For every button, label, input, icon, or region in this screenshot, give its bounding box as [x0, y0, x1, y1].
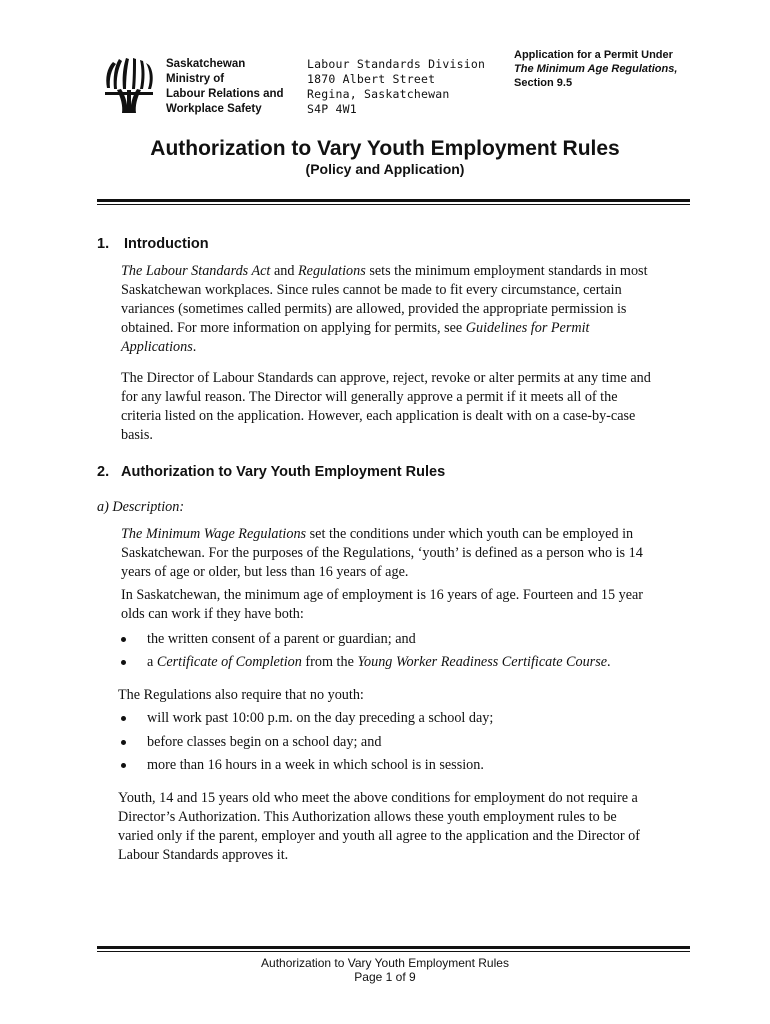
division-address	[307, 57, 485, 117]
regulations-title: The Minimum Wage Regulations	[121, 526, 307, 542]
list-item	[121, 733, 681, 752]
page-number: Page 1 of 9	[354, 970, 416, 984]
text-line: Labour Standards approves it.	[118, 847, 289, 863]
bullet-icon	[121, 716, 126, 721]
text-line: years of age or older, but less than 16 years of age.	[121, 564, 409, 580]
course-name: Young Worker Readiness Certificate Course	[357, 654, 608, 670]
ministry-name	[166, 57, 284, 117]
text-span: from the	[301, 654, 358, 670]
regulations-term: Regulations	[297, 263, 366, 279]
footer-title: Authorization to Vary Youth Employment Rules	[261, 956, 509, 970]
section-2-heading: Authorization to Vary Youth Employment Rules	[121, 464, 446, 480]
text-line: Director’s Authorization. This Authorization allows these youth employment rules to be	[118, 809, 617, 825]
text-line: varied only if the parent, employer and youth all agree to the application and the Director of	[118, 828, 640, 844]
text-line: Saskatchewan. For the purposes of the Regulations, ‘youth’ is defined as a person who is 14	[121, 545, 643, 561]
saskatchewan-wheat-logo	[103, 58, 155, 114]
bullet-icon	[121, 740, 126, 745]
address-line: Regina, Saskatchewan	[307, 87, 450, 101]
text-line: Youth, 14 and 15 years old who meet the above conditions for employment do not require a	[118, 790, 638, 806]
permit-section: Section 9.5	[514, 77, 573, 89]
permit-reference	[514, 48, 677, 90]
list-item	[121, 653, 681, 672]
guidelines-reference: Applications	[121, 339, 193, 355]
text-line: variances (sometimes called permits) are allowed, provided the appropriate permission is	[121, 301, 627, 317]
permit-regulation: The Minimum Age Regulations,	[514, 63, 678, 75]
page-title: Authorization to Vary Youth Employment Rules	[150, 137, 620, 160]
address-line: S4P 4W1	[307, 102, 357, 116]
bullet-text	[147, 653, 611, 672]
footer-divider-thin	[97, 951, 690, 952]
bullet-icon	[121, 763, 126, 768]
header-divider-thin	[97, 204, 690, 205]
section-1-paragraph-2	[121, 369, 651, 445]
section-2-paragraph-4	[118, 789, 640, 865]
address-line: 1870 Albert Street	[307, 72, 436, 86]
ministry-line: Labour Relations and	[166, 88, 284, 100]
text-line: In Saskatchewan, the minimum age of employment is 16 years of age. Fourteen and 15 year	[121, 587, 644, 603]
subsection-a-label: a) Description:	[97, 499, 185, 515]
bullet-icon	[121, 660, 126, 665]
section-1-paragraph-1	[121, 262, 648, 357]
text-span: obtained. For more information on applying for permits, see	[121, 320, 466, 336]
list-item	[121, 709, 681, 728]
text-line: olds can work if they have both:	[121, 606, 304, 622]
list-item	[121, 756, 681, 775]
text-line: Saskatchewan workplaces. Since rules cannot be made to fit every circumstance, certain	[121, 282, 622, 298]
section-1-heading: Introduction	[124, 236, 209, 252]
section-2-paragraph-1	[121, 525, 643, 582]
text-line: basis.	[121, 427, 153, 443]
permit-line: Application for a Permit Under	[514, 49, 673, 61]
section-2-paragraph-2	[121, 586, 643, 624]
bullet-text: will work past 10:00 p.m. on the day preceding a school day;	[147, 710, 494, 726]
text-line: for any lawful reason. The Director will generally approve a permit if it meets all of the	[121, 389, 618, 405]
text-span: set the conditions under which youth can be employed in	[306, 526, 634, 542]
section-2-number: 2.	[97, 464, 110, 480]
address-line: Labour Standards Division	[307, 57, 486, 71]
page-subtitle: (Policy and Application)	[305, 161, 465, 177]
act-title: The Labour Standards Act	[121, 263, 271, 279]
section-2-paragraph-3: The Regulations also require that no youth:	[118, 687, 364, 703]
text-span: sets the minimum employment standards in most	[365, 263, 648, 279]
text-span: .	[192, 339, 197, 355]
list-item	[121, 630, 681, 649]
bullet-icon	[121, 637, 126, 642]
text-line: criteria listed on the application. However, each application is dealt with on a case-by-case	[121, 408, 636, 424]
text-span: and	[270, 263, 298, 279]
certificate-term: Certificate of Completion	[156, 654, 302, 670]
text-span: .	[607, 654, 611, 670]
footer-divider-thick	[97, 946, 690, 949]
ministry-line: Workplace Safety	[166, 103, 262, 115]
guidelines-reference: Guidelines for Permit	[465, 320, 590, 336]
ministry-line: Saskatchewan	[166, 58, 246, 70]
bullet-text: the written consent of a parent or guardian; and	[147, 631, 416, 647]
bullet-text: before classes begin on a school day; and	[147, 734, 382, 750]
text-line: The Director of Labour Standards can approve, reject, revoke or alter permits at any time and	[121, 370, 651, 386]
text-span: a	[147, 654, 157, 670]
ministry-line: Ministry of	[166, 73, 225, 85]
bullet-text: more than 16 hours in a week in which school is in session.	[147, 757, 484, 773]
header-divider-thick	[97, 199, 690, 202]
section-1-number: 1.	[97, 236, 110, 252]
